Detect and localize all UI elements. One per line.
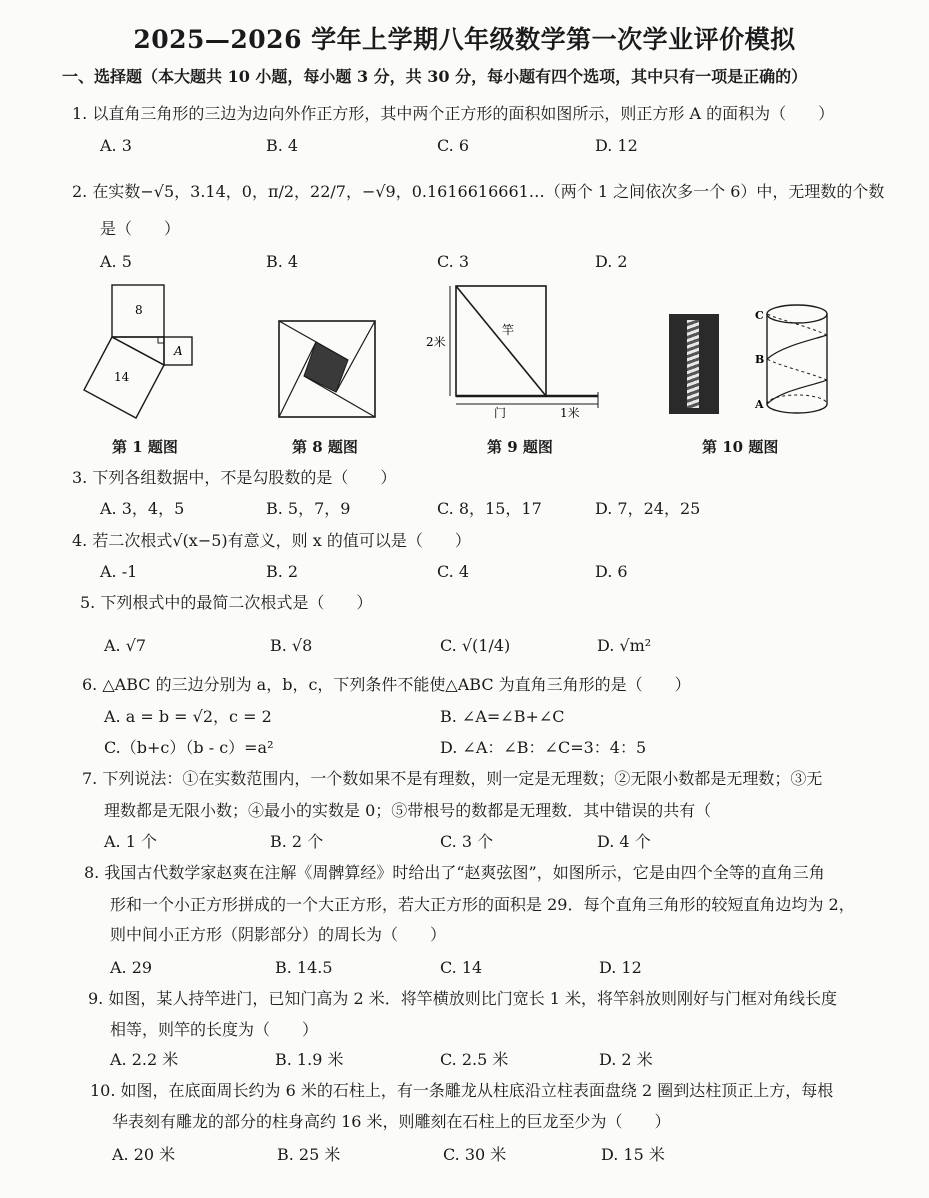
question-8-line2: 形和一个小正方形拼成的一个大正方形，若大正方形的面积是 29．每个直角三角形的较短直角边均为 2，	[110, 895, 855, 914]
q7-option-a[interactable]: A. 1 个	[104, 832, 157, 851]
q9-option-d[interactable]: D. 2 米	[599, 1050, 653, 1069]
q9-option-c[interactable]: C. 2.5 米	[440, 1050, 509, 1069]
fig1-label-8: 8	[135, 303, 143, 317]
question-1: 1. 以直角三角形的三边为边向外作正方形，其中两个正方形的面积如图所示，则正方形 A 的面积为（ ）	[72, 104, 835, 123]
q10-option-d[interactable]: D. 15 米	[601, 1145, 665, 1164]
q9-option-b[interactable]: B. 1.9 米	[275, 1050, 344, 1069]
question-10-line2: 华表刻有雕龙的部分的柱身高约 16 米，则雕刻在石柱上的巨龙至少为（ ）	[112, 1112, 671, 1131]
q6-option-c[interactable]: C.（b+c）（b - c）=a²	[104, 738, 274, 757]
q5-option-c[interactable]: C. √(1/4)	[440, 636, 511, 655]
q6-option-d[interactable]: D. ∠A：∠B：∠C=3：4：5	[440, 738, 647, 757]
fig1-label-a: A	[174, 344, 183, 358]
section-heading: 一、选择题（本大题共 10 小题，每小题 3 分，共 30 分，每小题有四个选项，其中只有一项是正确的）	[62, 67, 808, 86]
right-angle-mark	[158, 337, 164, 343]
fig10-label-b: B	[755, 353, 765, 366]
q2-option-c[interactable]: C. 3	[437, 252, 470, 271]
stone-pillar-photo	[669, 314, 719, 414]
q3-option-c[interactable]: C. 8，15，17	[437, 499, 542, 518]
fig9-label-pole: 竿	[502, 323, 515, 337]
q9-option-a[interactable]: A. 2.2 米	[110, 1050, 179, 1069]
question-10-line1: 10. 如图，在底面周长约为 6 米的石柱上，有一条雕龙从柱底沿立柱表面盘绕 2 圈到达柱顶正上方，每根	[90, 1081, 834, 1100]
q10-option-a[interactable]: A. 20 米	[112, 1145, 176, 1164]
shaded-small-square	[304, 342, 348, 392]
figure-8-diagram	[278, 320, 378, 420]
fig9-label-1m: 1米	[560, 406, 580, 420]
q7-option-d[interactable]: D. 4 个	[597, 832, 651, 851]
q4-option-b[interactable]: B. 2	[266, 562, 299, 581]
q8-option-d[interactable]: D. 12	[599, 958, 642, 977]
figure-1-diagram	[70, 280, 210, 430]
figure-9-diagram	[420, 282, 610, 422]
fig10-caption: 第 10 题图	[702, 438, 779, 456]
question-8-line3: 则中间小正方形（阴影部分）的周长为（ ）	[110, 925, 447, 944]
q7-option-c[interactable]: C. 3 个	[440, 832, 494, 851]
q3-option-a[interactable]: A. 3，4，5	[100, 499, 185, 518]
question-2-line2: 是（ ）	[100, 219, 181, 238]
question-9-line2: 相等，则竿的长度为（ ）	[110, 1020, 319, 1039]
question-7-line1: 7. 下列说法：①在实数范围内，一个数如果不是有理数，则一定是无理数；②无限小数都是无理数；③无	[82, 769, 823, 788]
q8-option-a[interactable]: A. 29	[110, 958, 153, 977]
fig8-caption: 第 8 题图	[292, 438, 358, 456]
question-4: 4. 若二次根式√(x−5)有意义，则 x 的值可以是（ ）	[72, 531, 471, 550]
q8-option-b[interactable]: B. 14.5	[275, 958, 333, 977]
figure-10-cylinder	[752, 300, 832, 418]
q4-option-d[interactable]: D. 6	[595, 562, 628, 581]
question-6: 6. △ABC 的三边分别为 a，b，c，下列条件不能使△ABC 为直角三角形的是（ ）	[82, 675, 691, 694]
q3-option-b[interactable]: B. 5，7，9	[266, 499, 351, 518]
q5-option-b[interactable]: B. √8	[270, 636, 313, 655]
q4-option-c[interactable]: C. 4	[437, 562, 470, 581]
question-5: 5. 下列根式中的最简二次根式是（ ）	[80, 593, 373, 612]
question-9-line1: 9. 如图，某人持竿进门，已知门高为 2 米．将竿横放则比门宽长 1 米，将竿斜放则刚好与门框对角线长度	[88, 989, 838, 1008]
q1-option-d[interactable]: D. 12	[595, 136, 638, 155]
question-2-line1: 2. 在实数−√5，3.14，0，π/2，22/7，−√9，0.1616616661…（两个 1 之间依次多一个 6）中，无理数的个数	[72, 182, 885, 201]
fig1-label-14: 14	[114, 370, 130, 384]
q5-option-a[interactable]: A. √7	[104, 636, 147, 655]
page-title: 2025—2026 学年上学期八年级数学第一次学业评价模拟	[133, 25, 796, 54]
q2-option-d[interactable]: D. 2	[595, 252, 628, 271]
question-7-line2: 理数都是无限小数；④最小的实数是 0；⑤带根号的数都是无理数．其中错误的共有（	[104, 801, 712, 820]
q1-option-b[interactable]: B. 4	[266, 136, 299, 155]
fig10-label-c: C	[755, 309, 764, 322]
question-8-line1: 8. 我国古代数学家赵爽在注解《周髀算经》时给出了“赵爽弦图”，如图所示，它是由四个全等的直角三角	[84, 863, 825, 882]
q5-option-d[interactable]: D. √m²	[597, 636, 652, 655]
q1-option-c[interactable]: C. 6	[437, 136, 470, 155]
q3-option-d[interactable]: D. 7，24，25	[595, 499, 701, 518]
fig9-label-door: 门	[494, 406, 507, 420]
fig9-label-height: 2米	[426, 335, 446, 349]
q2-option-b[interactable]: B. 4	[266, 252, 299, 271]
q2-option-a[interactable]: A. 5	[100, 252, 132, 271]
question-3: 3. 下列各组数据中，不是勾股数的是（ ）	[72, 468, 397, 487]
fig1-caption: 第 1 题图	[112, 438, 178, 456]
q7-option-b[interactable]: B. 2 个	[270, 832, 324, 851]
q10-option-c[interactable]: C. 30 米	[443, 1145, 507, 1164]
q1-option-a[interactable]: A. 3	[100, 136, 132, 155]
q6-option-b[interactable]: B. ∠A=∠B+∠C	[440, 707, 565, 726]
q10-option-b[interactable]: B. 25 米	[277, 1145, 341, 1164]
pole-diagonal	[456, 286, 546, 396]
fig9-caption: 第 9 题图	[487, 438, 553, 456]
fig10-label-a: A	[755, 398, 764, 411]
q8-option-c[interactable]: C. 14	[440, 958, 483, 977]
q4-option-a[interactable]: A. -1	[100, 562, 138, 581]
q6-option-a[interactable]: A. a = b = √2，c = 2	[104, 707, 272, 726]
